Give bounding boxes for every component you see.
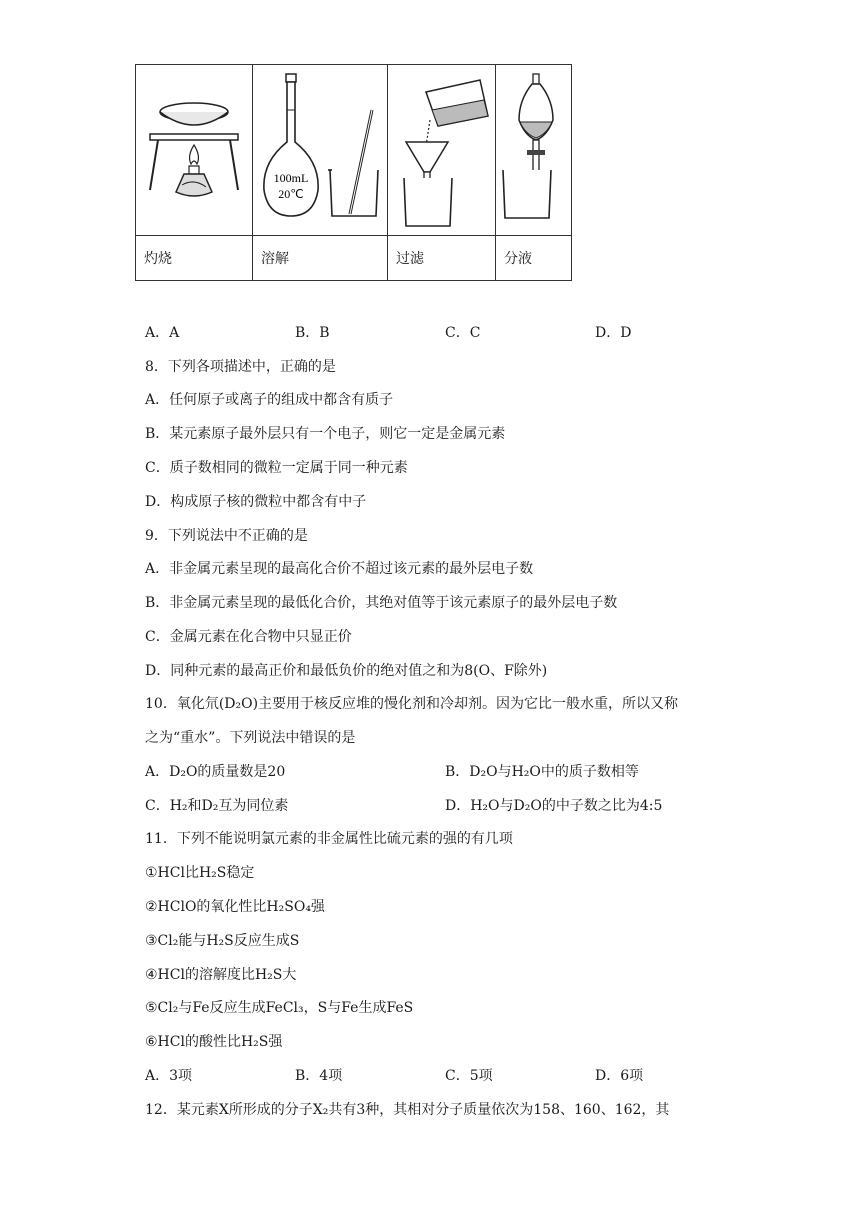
q9-stem: 9．下列说法中不正确的是 — [145, 528, 308, 544]
q11-item-3: ③Cl₂能与H₂S反应生成S — [145, 933, 300, 949]
q7-option-c: C．C — [445, 325, 481, 341]
flask-volume-text: 100mL — [273, 171, 308, 185]
separation-apparatus-image — [499, 70, 569, 230]
q11-option-a: A．3项 — [145, 1068, 193, 1084]
q9-option-b: B．非金属元素呈现的最低化合价，其绝对值等于该元素原子的最外层电子数 — [145, 595, 618, 611]
q10-stem-line-2: 之为“重水”。下列说法中错误的是 — [145, 730, 356, 746]
burning-apparatus-image — [144, 90, 244, 210]
q7-option-a: A．A — [145, 325, 180, 341]
q7-option-b: B．B — [295, 325, 330, 341]
q8-option-b: B．某元素原子最外层只有一个电子，则它一定是金属元素 — [145, 426, 506, 442]
q10-option-b: B．D₂O与H₂O中的质子数相等 — [445, 764, 639, 780]
separation-apparatus-cell — [496, 65, 572, 236]
label-dissolving: 溶解 — [253, 236, 388, 281]
dissolving-apparatus-image — [258, 70, 383, 230]
q11-item-6: ⑥HCl的酸性比H₂S强 — [145, 1034, 283, 1050]
q8-option-c: C．质子数相同的微粒一定属于同一种元素 — [145, 460, 408, 476]
filtration-apparatus-image — [392, 70, 492, 230]
q11-item-1: ①HCl比H₂S稳定 — [145, 865, 255, 881]
q9-option-c: C．金属元素在化合物中只显正价 — [145, 629, 352, 645]
q9-option-d: D．同种元素的最高正价和最低负价的绝对值之和为8(O、F除外) — [145, 663, 548, 679]
q10-option-a: A．D₂O的质量数是20 — [145, 764, 286, 780]
q11-item-4: ④HCl的溶解度比H₂S大 — [145, 967, 297, 983]
filtration-apparatus-cell — [388, 65, 496, 236]
q9-option-a: A．非金属元素呈现的最高化合价不超过该元素的最外层电子数 — [145, 561, 534, 577]
flask-temperature-text: 20℃ — [277, 187, 304, 201]
q11-stem: 11．下列不能说明氯元素的非金属性比硫元素的强的有几项 — [145, 831, 513, 847]
q8-stem: 8．下列各项描述中，正确的是 — [145, 359, 336, 375]
q12-stem: 12．某元素X所形成的分子X₂共有3种，其相对分子质量依次为158、160、162，其 — [145, 1102, 670, 1118]
q10-stem-line-1: 10．氧化氘(D₂O)主要用于核反应堆的慢化剂和冷却剂。因为它比一般水重，所以又称 — [145, 696, 679, 712]
q11-item-2: ②HClO的氧化性比H₂SO₄强 — [145, 899, 325, 915]
q8-option-d: D．构成原子核的微粒中都含有中子 — [145, 494, 367, 510]
label-filtration: 过滤 — [388, 236, 496, 281]
q11-item-5: ⑤Cl₂与Fe反应生成FeCl₃，S与Fe生成FeS — [145, 1000, 414, 1016]
q11-option-c: C．5项 — [445, 1068, 493, 1084]
q10-option-c: C．H₂和D₂互为同位素 — [145, 798, 289, 814]
q8-option-a: A．任何原子或离子的组成中都含有质子 — [145, 392, 394, 408]
q7-option-d: D．D — [595, 325, 632, 341]
burning-apparatus-cell — [136, 65, 253, 236]
label-separation: 分液 — [496, 236, 572, 281]
dissolving-apparatus-cell — [253, 65, 388, 236]
apparatus-table — [135, 64, 572, 281]
q11-option-b: B．4项 — [295, 1068, 343, 1084]
q10-option-d: D．H₂O与D₂O的中子数之比为4:5 — [445, 798, 663, 814]
q11-option-d: D．6项 — [595, 1068, 644, 1084]
label-burning: 灼烧 — [136, 236, 253, 281]
